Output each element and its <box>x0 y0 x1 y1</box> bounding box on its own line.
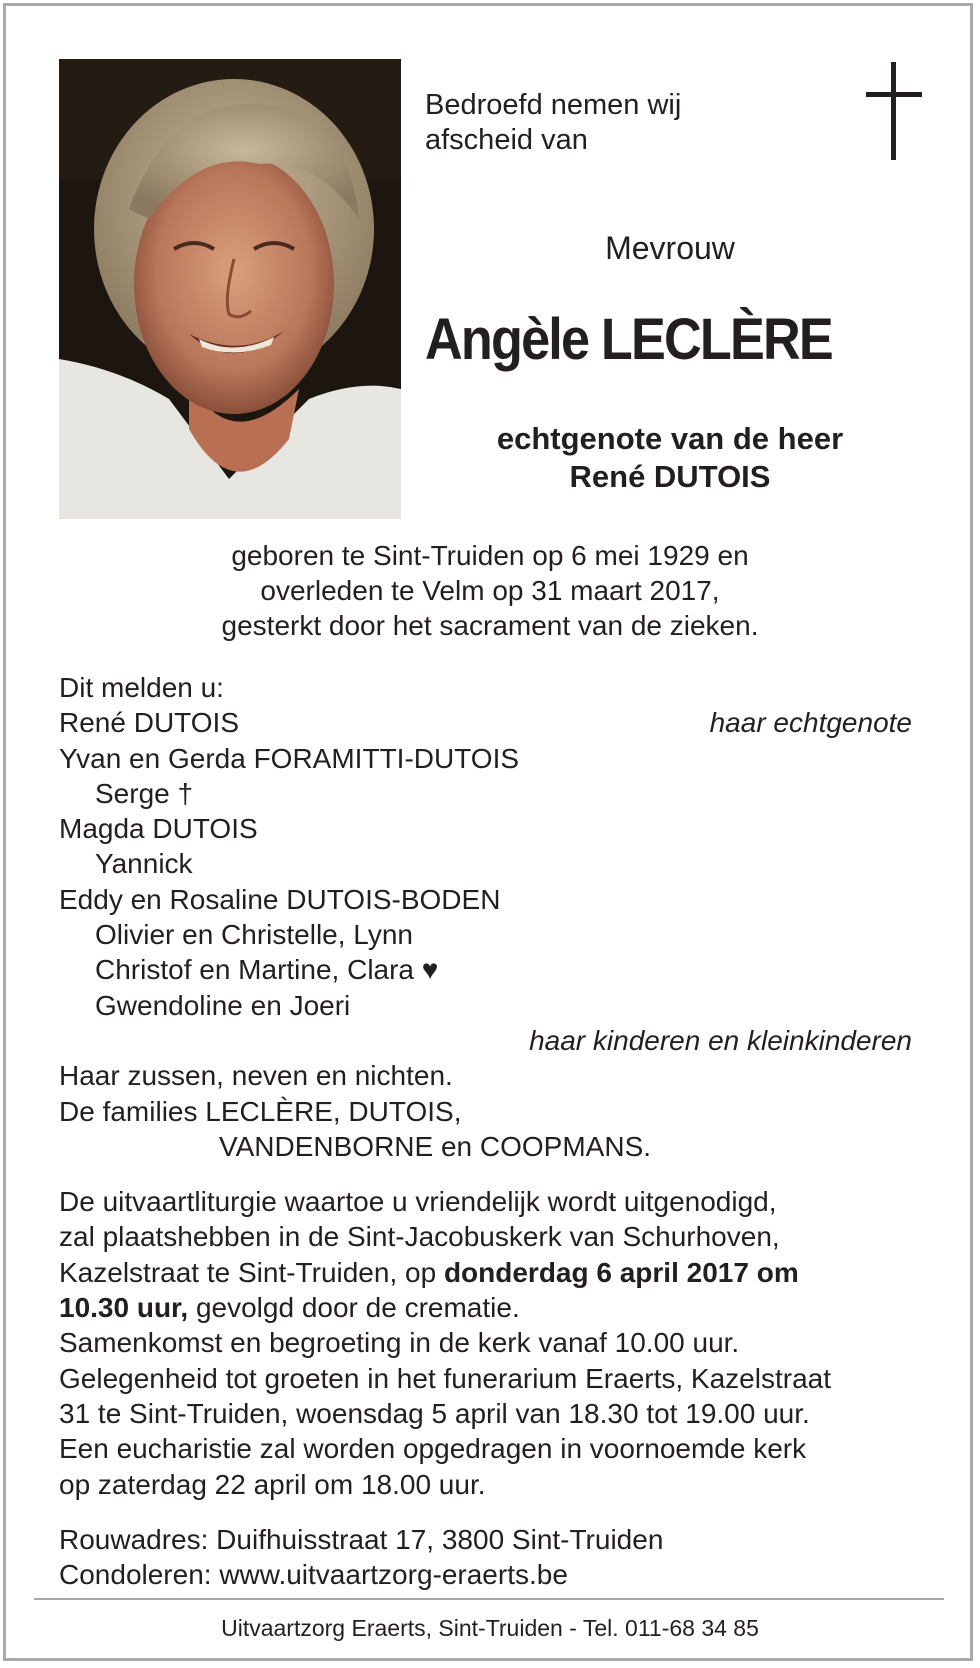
intro-text <box>425 88 681 158</box>
funeral-line-3-plain: Kazelstraat te Sint-Truiden, op <box>59 1256 444 1288</box>
family-member: Christof en Martine, Clara ♥ <box>95 954 439 986</box>
intro-line-1: Bedroefd nemen wij <box>425 89 682 121</box>
funeral-line-4-plain: gevolgd door de crematie. <box>188 1292 520 1324</box>
funeral-home-footer: Uitvaartzorg Eraerts, Sint-Truiden - Tel. 011-68 34 85 <box>221 1615 759 1641</box>
siblings-line: Haar zussen, neven en nichten. <box>59 1060 453 1092</box>
funeral-date: donderdag 6 april 2017 om <box>443 1256 799 1288</box>
children-role: haar kinderen en kleinkinderen <box>529 1024 912 1056</box>
intro-line-2: afscheid van <box>425 124 588 156</box>
life-dates <box>0 538 980 643</box>
honorific: Mevrouw <box>605 230 735 266</box>
funeral-line-1: De uitvaartliturgie waartoe u vriendelijk wordt uitgenodigd, <box>59 1186 777 1218</box>
funeral-line-5: Samenkomst en begroeting in de kerk vanaf 10.00 uur. <box>59 1327 740 1359</box>
condolences-link[interactable]: Condoleren: www.uitvaartzorg-eraerts.be <box>59 1559 568 1591</box>
funeral-time: 10.30 uur, <box>59 1292 189 1324</box>
announcement-body <box>59 670 912 1592</box>
families-line-2: VANDENBORNE en COOPMANS. <box>219 1130 652 1162</box>
family-row-husband <box>59 705 912 740</box>
family-member: Serge † <box>95 777 194 809</box>
dates-line-3: gesterkt door het sacrament van de zieken. <box>221 610 759 641</box>
spouse-info <box>425 420 915 496</box>
husband-name: René DUTOIS <box>59 707 239 739</box>
family-member: Yannick <box>95 848 193 880</box>
funeral-line-6: Gelegenheid tot groeten in het funerarium Eraerts, Kazelstraat <box>59 1362 831 1394</box>
spouse-line-2: René DUTOIS <box>569 459 771 494</box>
portrait-photo <box>59 59 401 519</box>
footer-divider <box>34 1598 944 1600</box>
cross-icon <box>866 62 922 160</box>
spouse-line-1: echtgenote van de heer <box>496 421 844 456</box>
family-member: Eddy en Rosaline DUTOIS-BODEN <box>59 883 501 915</box>
families-line-1: De families LECLÈRE, DUTOIS, <box>59 1095 462 1127</box>
husband-role: haar echtgenote <box>709 707 912 739</box>
funeral-line-8: Een eucharistie zal worden opgedragen in voornoemde kerk <box>59 1433 807 1465</box>
family-member: Gwendoline en Joeri <box>95 989 351 1021</box>
funeral-line-3 <box>59 1255 912 1290</box>
funeral-line-2: zal plaatshebben in de Sint-Jacobuskerk van Schurhoven, <box>59 1221 780 1253</box>
mourning-address: Rouwadres: Duifhuisstraat 17, 3800 Sint-Truiden <box>59 1523 664 1555</box>
funeral-line-4 <box>59 1290 912 1325</box>
dates-line-1: geboren te Sint-Truiden op 6 mei 1929 en <box>231 540 749 571</box>
family-member: Yvan en Gerda FORAMITTI-DUTOIS <box>59 742 520 774</box>
funeral-line-7: 31 te Sint-Truiden, woensdag 5 april van 18.30 tot 19.00 uur. <box>59 1397 810 1429</box>
family-intro: Dit melden u: <box>59 672 224 703</box>
funeral-line-9: op zaterdag 22 april om 18.00 uur. <box>59 1468 486 1500</box>
dates-line-2: overleden te Velm op 31 maart 2017, <box>260 575 720 606</box>
family-member: Magda DUTOIS <box>59 813 258 845</box>
family-member: Olivier en Christelle, Lynn <box>95 919 413 951</box>
deceased-name: Angèle LECLÈRE <box>425 307 832 372</box>
